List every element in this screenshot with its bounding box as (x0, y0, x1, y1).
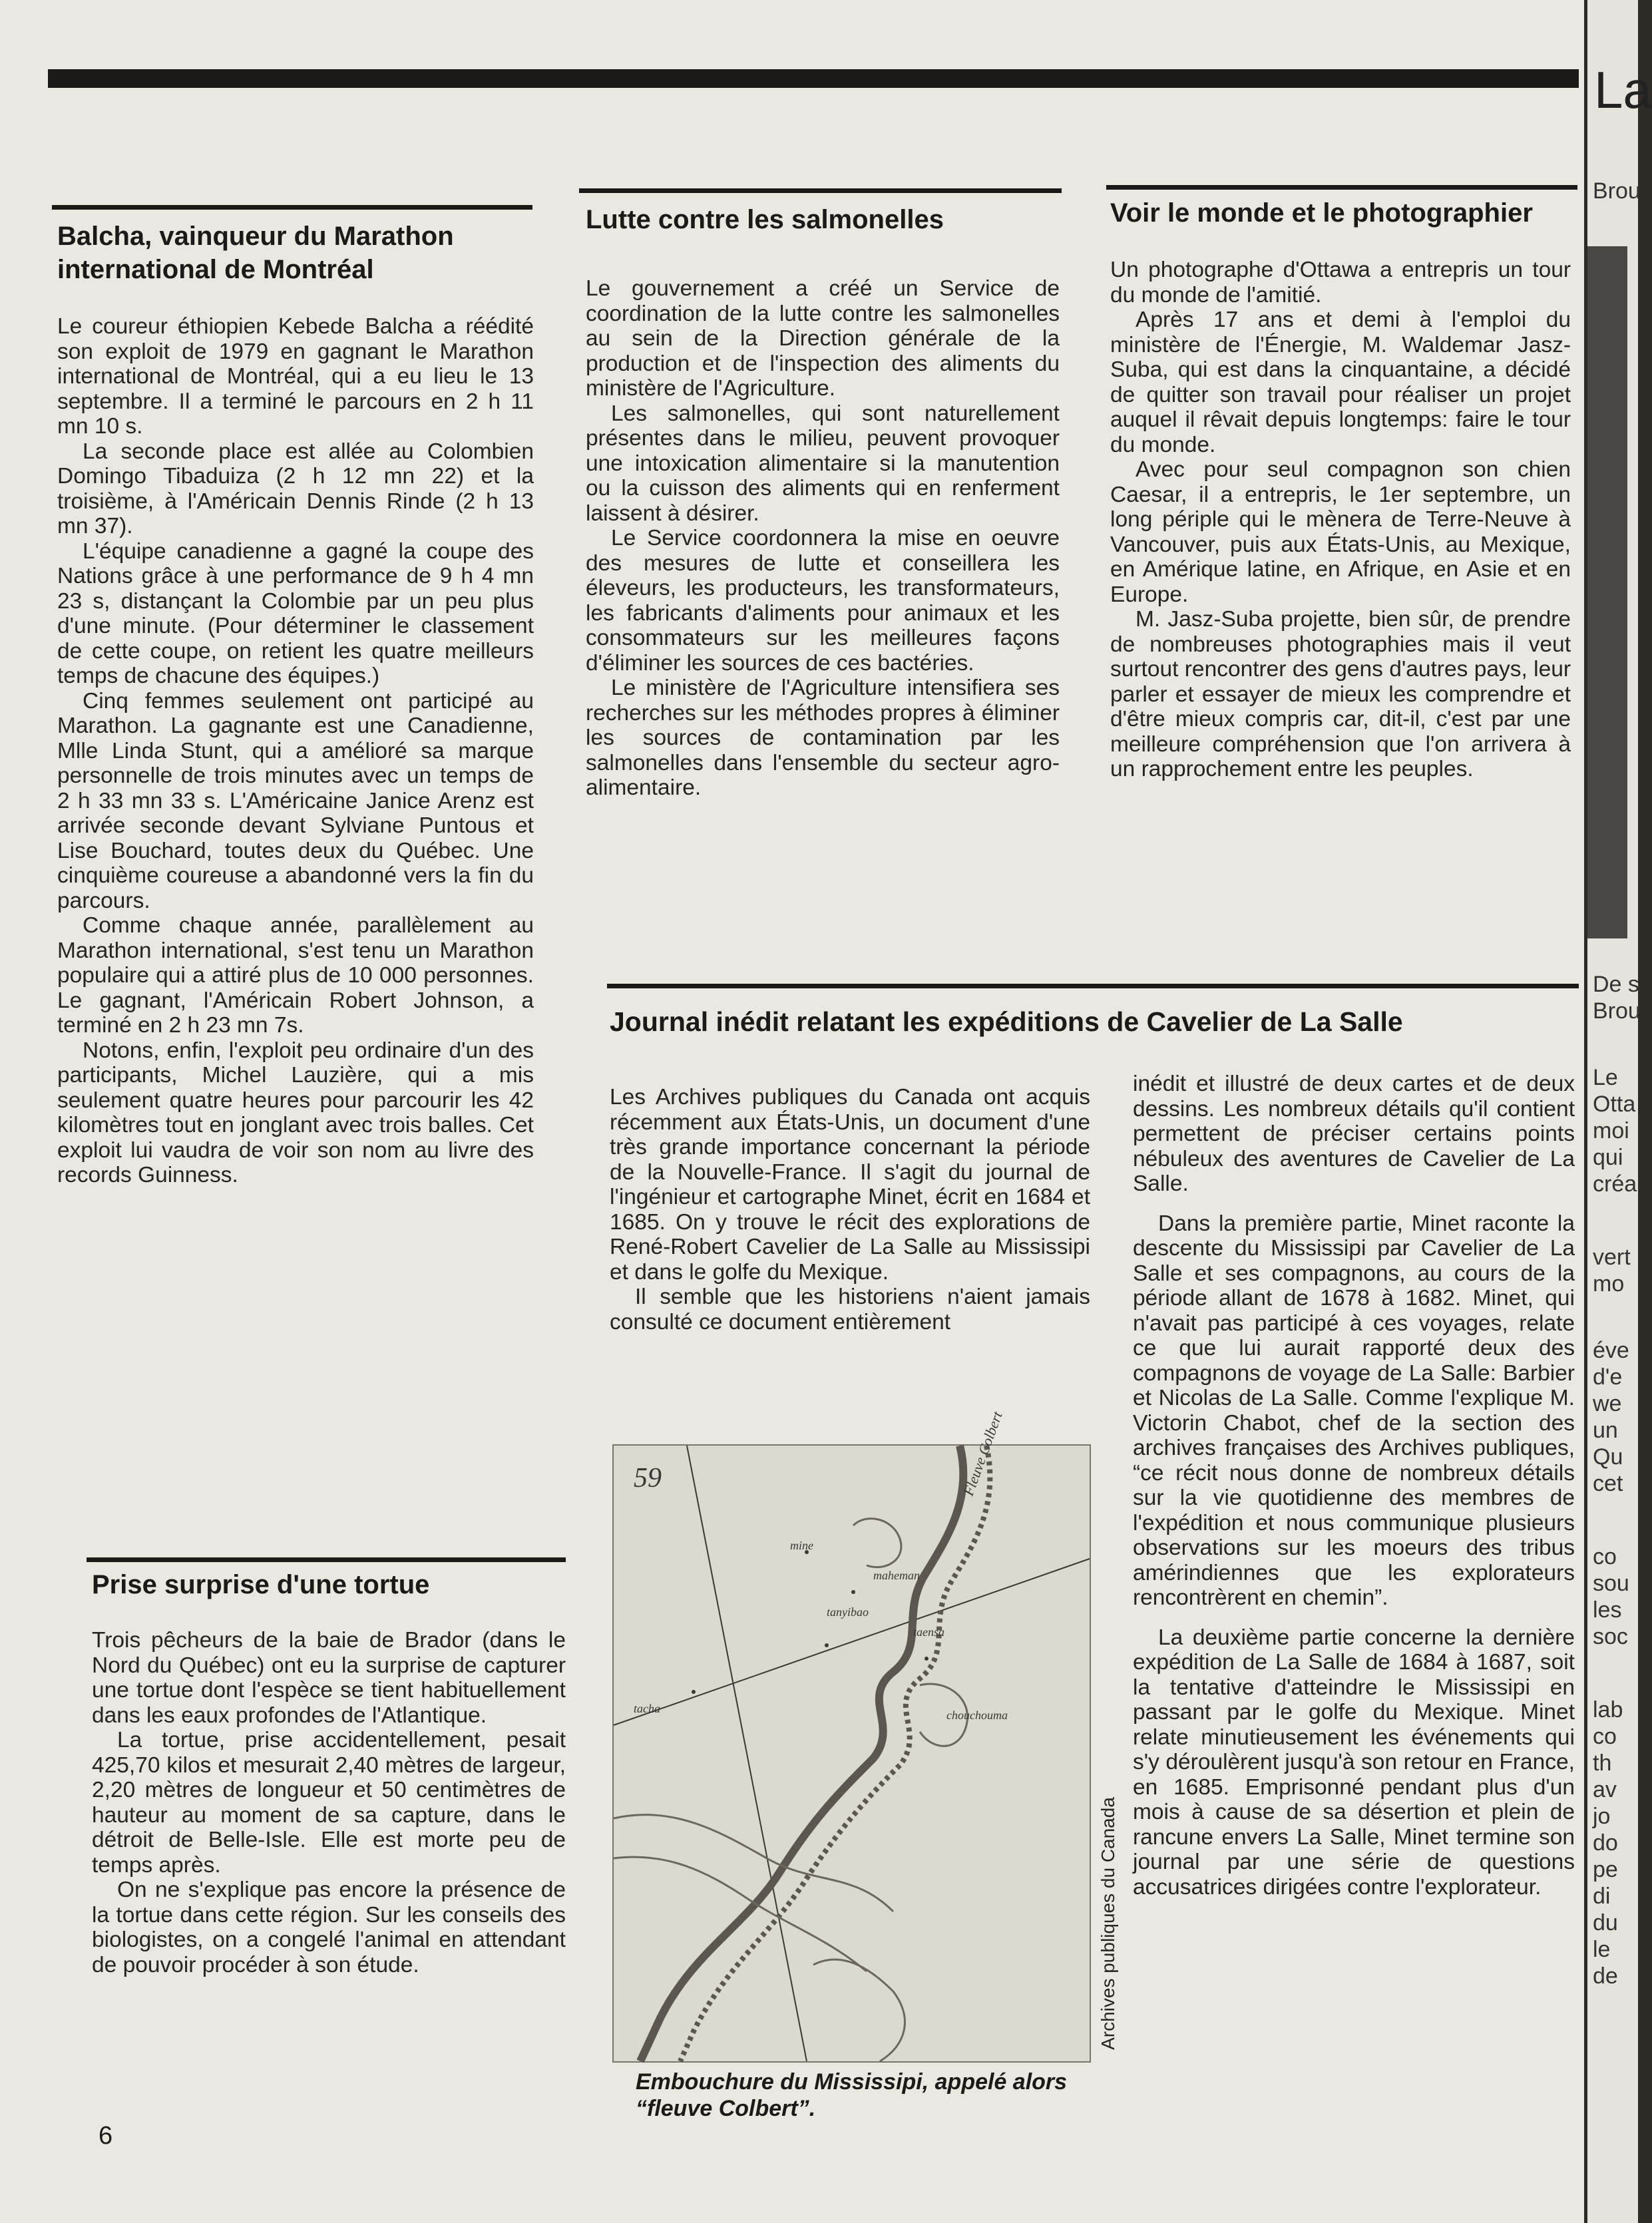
adjacent-text-fragment: De s (1593, 972, 1639, 997)
map-label: mine (790, 1539, 813, 1552)
adjacent-text-fragment: Qu (1593, 1444, 1623, 1470)
adjacent-text-fragment: le (1593, 1937, 1611, 1962)
section-rule (607, 984, 1579, 988)
paragraph: Après 17 ans et demi à l'emploi du ministère de l'Énergie, M. Waldemar Jasz-Suba, qui est dans la cinquantaine, a décidé de quitter son travail pour réaliser un projet auquel il rêvait depuis longtemps: faire le tour du monde. (1110, 307, 1571, 457)
adjacent-text-fragment: Otta (1593, 1092, 1636, 1117)
paragraph: Cinq femmes seulement ont participé au Marathon. La gagnante est une Canadienne, Mlle Linda Stunt, qui a amélioré sa marque personnelle de trois minutes avec un temps de 2 h 33 mn 33 s. L'Américaine Janice Arenz est arrivée seconde devant Sylviane Puntous et Lise Bouchard, toutes deux du Québec. Une cinquième coureuse a abandonné vers la fin du parcours. (57, 688, 534, 913)
paragraph: La seconde place est allée au Colombien Domingo Tibaduiza (2 h 12 mn 22) et la troisième, à l'Américain Dennis Rinde (2 h 13 mn 37). (57, 439, 534, 538)
section-rule (52, 205, 532, 210)
adjacent-text-fragment: co (1593, 1544, 1617, 1569)
section-rule (87, 1557, 566, 1562)
article-balcha (57, 220, 534, 1188)
headline-photographe: Voir le monde et le photographier (1110, 198, 1533, 228)
adjacent-text-fragment: un (1593, 1418, 1618, 1443)
adjacent-text-fragment: soc (1593, 1624, 1628, 1649)
map-label: tacha (634, 1702, 660, 1715)
paragraph: Avec pour seul compagnon son chien Caesar, il a entrepris, le 1er septembre, un long périple qui le mènera de Terre-Neuve à Vancouver, puis aux États-Unis, au Mexique, en Amérique latine, en Afrique, en Asie et en Europe. (1110, 457, 1571, 607)
caption-line: Embouchure du Mississipi, appelé alors (636, 2069, 1068, 2095)
map-caption (636, 2069, 1102, 2122)
body-balcha (57, 314, 534, 1188)
paragraph: M. Jasz-Suba projette, bien sûr, de prendre de nombreuses photographies mais il veut surtout rencontrer des gens d'autres pays, leur parler et essayer de mieux les comprendre et d'être mieux compris car, dit-il, c'est par une meilleure compréhension que l'on arrivera à un rapprochement entre les peuples. (1110, 607, 1571, 781)
map-label: taensa (913, 1625, 944, 1639)
page-number: 6 (99, 2122, 113, 2150)
map-label: Fleuve Colbert (960, 1409, 1006, 1498)
adjacent-text-fragment: cet (1593, 1471, 1623, 1496)
paragraph: La tortue, prise accidentellement, pesait 425,70 kilos et mesurait 2,40 mètres de largeur, 2,20 mètres de longueur et 50 centimètres de hauteur au moment de sa capture, dans le détroit de Belle-Isle. Elle est morte peu de temps après. (92, 1728, 566, 1878)
photo-credit (1095, 1784, 1122, 2063)
paragraph: La deuxième partie concerne la dernière expédition de La Salle de 1684 à 1687, soit la tentative d'atteindre le Mississipi en passant par le golfe du Mexique. Minet relate minutieusement les événements qui s'y déroulèrent jusqu'à son retour en France, en 1685. Emprisonné pendant plus d'un mois à cause de sa désertion et plein de rancune envers La Salle, Minet termine son journal par une série de questions accusatrices dirigées contre l'explorateur. (1133, 1625, 1575, 1900)
paragraph: Les salmonelles, qui sont naturellement présentes dans le milieu, peuvent provoquer une intoxication alimentaire si la manutention ou la cuisson des aliments qui en renferment laissent à désirer. (586, 401, 1060, 526)
paragraph: Un photographe d'Ottawa a entrepris un tour du monde de l'amitié. (1110, 258, 1571, 307)
adjacent-page-photo (1587, 246, 1627, 938)
adjacent-text-fragment: Brou (1593, 178, 1641, 204)
adjacent-text-fragment: di (1593, 1884, 1611, 1909)
adjacent-text-fragment: les (1593, 1597, 1622, 1623)
map-drawing (614, 1446, 1090, 2061)
paragraph: On ne s'explique pas encore la présence de la tortue dans cette région. Sur les conseils des biologistes, on a congelé l'animal en attendant de pouvoir procéder à son étude. (92, 1878, 566, 1977)
adjacent-text-fragment: Le (1593, 1065, 1618, 1090)
paragraph: Le Service coordonnera la mise en oeuvre des mesures de lutte et conseillera les éleveurs, les producteurs, les transformateurs, les fabricants d'aliments pour animaux et les consommateurs sur les meilleures façons d'éliminer les sources de ces bactéries. (586, 526, 1060, 676)
map-label: tanyibao (827, 1605, 869, 1619)
adjacent-text-fragment: jo (1593, 1804, 1611, 1829)
adjacent-text-fragment: de (1593, 1963, 1618, 1989)
paragraph: Trois pêcheurs de la baie de Brador (dans le Nord du Québec) ont eu la surprise de capturer une tortue dont l'espèce se tient habituellement dans les eaux profondes de l'Atlantique. (92, 1628, 566, 1728)
adjacent-text-fragment: moi (1593, 1118, 1629, 1143)
adjacent-text-fragment: Brou (1593, 998, 1641, 1024)
adjacent-page-edge (1587, 0, 1652, 2223)
paragraph: Comme chaque année, parallèlement au Marathon international, s'est tenu un Marathon populaire qui a attiré plus de 10 000 personnes. Le gagnant, l'Américain Robert Johnson, a terminé en 2 h 23 mn 7s. (57, 913, 534, 1038)
map-label: maheman (873, 1569, 920, 1582)
adjacent-text-fragment: th (1593, 1750, 1612, 1776)
mississippi-map-image (612, 1409, 1091, 2063)
adjacent-text-fragment: we (1593, 1391, 1622, 1416)
headline-journal: Journal inédit relatant les expéditions de Cavelier de La Salle (610, 1006, 1403, 1037)
paragraph: Notons, enfin, l'exploit peu ordinaire d'un des participants, Michel Lauzière, qui a mis seulement quatre heures pour parcourir les 42 kilomètres tout en jonglant avec trois balles. Cet exploit lui vaudra de voir son nom au livre des records Guinness. (57, 1038, 534, 1187)
paragraph: Les Archives publiques du Canada ont acquis récemment aux États-Unis, un document d'une très grande importance concernant la période de la Nouvelle-France. Il s'agit du journal de l'ingénieur et cartographe Minet, écrit en 1684 et 1685. On y trouve le récit des explorations de René-Robert Cavelier de La Salle au Mississipi et dans le golfe du Mexique. (610, 1085, 1090, 1285)
paragraph: Il semble que les historiens n'aient jamais consulté ce document entièrement (610, 1285, 1090, 1334)
adjacent-text-fragment: lab (1593, 1697, 1623, 1722)
adjacent-text-fragment: créa (1593, 1171, 1637, 1197)
headline-tortue: Prise surprise d'une tortue (92, 1570, 430, 1599)
photo-credit-text: Archives publiques du Canada (1098, 1797, 1118, 2050)
paragraph: Le ministère de l'Agriculture intensifiera ses recherches sur les méthodes propres à éliminer les sources de contamination par les salmonelles dans l'ensemble du secteur agro-alimentaire. (586, 676, 1060, 800)
headline-salmonelles: Lutte contre les salmonelles (586, 205, 944, 234)
caption-line: “fleuve Colbert”. (636, 2096, 816, 2121)
section-rule (579, 188, 1062, 193)
paragraph: Le gouvernement a créé un Service de coordination de la lutte contre les salmonelles au sein de la Direction générale de la production et de l'inspection des aliments du ministère de l'Agriculture. (586, 276, 1060, 401)
body-photographe (1110, 258, 1571, 782)
adjacent-text-fragment: do (1593, 1830, 1618, 1856)
adjacent-text-fragment: qui (1593, 1145, 1623, 1170)
body-tortue (92, 1628, 566, 1977)
journal-column-1 (610, 1085, 1090, 1334)
paragraph: Dans la première partie, Minet raconte la descente du Mississipi par Cavelier de La Salle et ses compagnons, au cours de la période allant de 1678 à 1682. Minet, qui n'avait pas participé à ces voyages, relate ce que lui aurait rapporté deux des compagnons de voyage de La Salle: Barbier et Nicolas de La Salle. Comme l'explique M. Victorin Chabot, chef de la section des archives françaises des Archives publiques, “ce récit nous donne de nombreux détails sur la vie quotidienne des membres de l'expédition et nous communique plusieurs observations sur les moeurs des tribus amérindiennes que les explorateurs rencontrèrent en chemin”. (1133, 1211, 1575, 1610)
body-salmonelles (586, 276, 1060, 801)
adjacent-text-fragment: éve (1593, 1338, 1629, 1363)
section-rule (1106, 185, 1577, 190)
adjacent-page-title: La (1594, 61, 1652, 119)
article-photographe (1110, 196, 1571, 782)
headline-balcha: Balcha, vainqueur du Marathon international de Montréal (57, 222, 454, 284)
paragraph: L'équipe canadienne a gagné la coupe des Nations grâce à une performance de 9 h 4 mn 23 s, distançant la Colombie par un peu plus d'une minute. (Pour déterminer le classement de cette coupe, on retient les quatre meilleurs temps de chacune des équipes.) (57, 538, 534, 688)
map-label: chouchouma (946, 1709, 1008, 1722)
adjacent-text-fragment: pe (1593, 1857, 1618, 1882)
article-salmonelles (586, 203, 1060, 801)
adjacent-text-fragment: av (1593, 1777, 1617, 1802)
journal-column-2 (1133, 1072, 1575, 1900)
adjacent-text-fragment: co (1593, 1724, 1617, 1749)
top-rule-bar (48, 69, 1579, 88)
paragraph: Le coureur éthiopien Kebede Balcha a réédité son exploit de 1979 en gagnant le Marathon international de Montréal, qui a eu lieu le 13 septembre. Il a terminé le parcours en 2 h 11 mn 10 s. (57, 314, 534, 439)
paragraph: inédit et illustré de deux cartes et de deux dessins. Les nombreux détails qu'il contient permettent de préciser certains points nébuleux des aventures de Cavelier de La Salle. (1133, 1072, 1575, 1196)
adjacent-text-fragment: du (1593, 1910, 1618, 1935)
adjacent-text-fragment: d'e (1593, 1364, 1623, 1390)
article-tortue (92, 1568, 566, 1977)
adjacent-text-fragment: mo (1593, 1271, 1625, 1297)
adjacent-text-fragment: sou (1593, 1571, 1629, 1596)
adjacent-text-fragment: vert (1593, 1245, 1631, 1270)
map-sheet-number: 59 (634, 1463, 662, 1494)
